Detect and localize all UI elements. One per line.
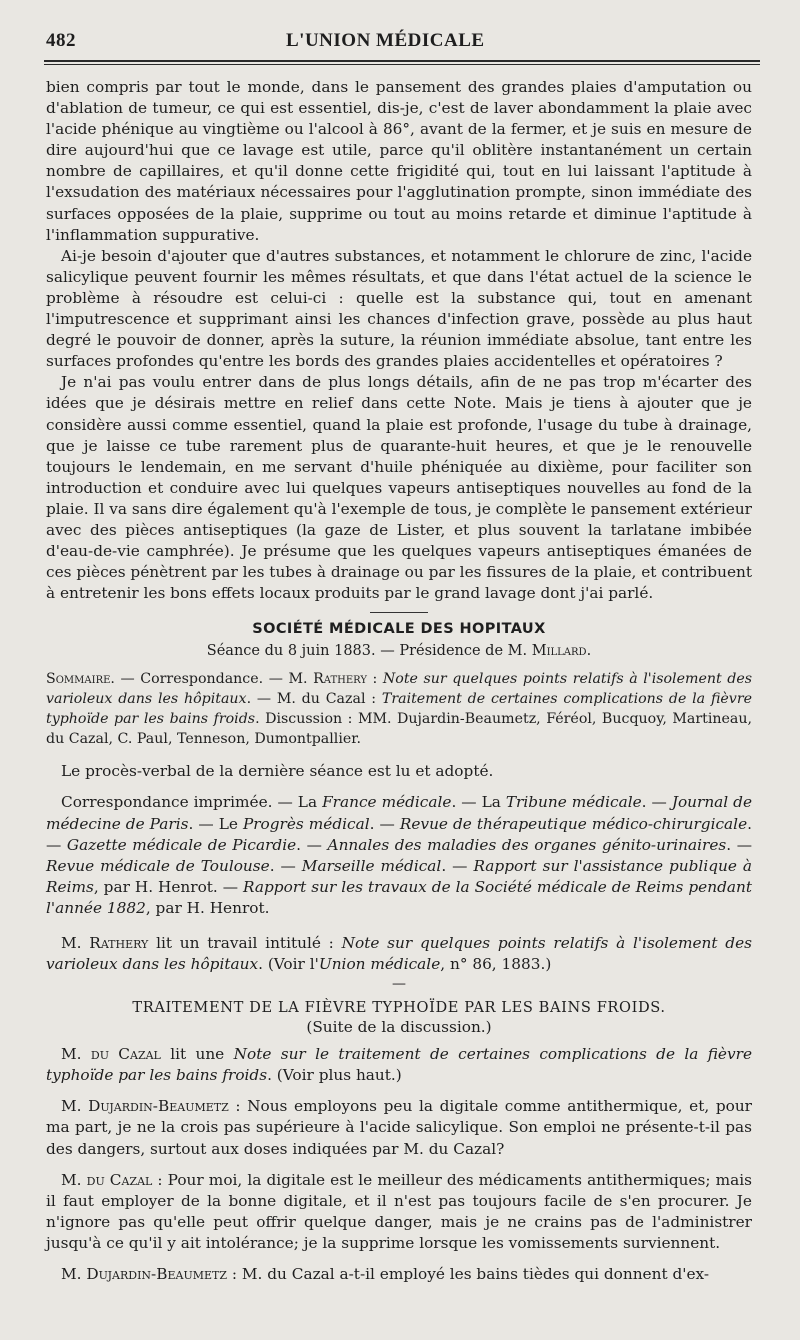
- session-line: [46, 643, 752, 659]
- corr-text: . —: [46, 814, 752, 854]
- corr-title: Tribune médicale: [505, 793, 642, 812]
- speaker-prefix: M.: [61, 934, 90, 952]
- speech-text: lit une: [160, 1045, 234, 1064]
- page-number: 482: [46, 30, 76, 51]
- subsection-title: TRAITEMENT DE LA FIÈVRE TYPHOÏDE PAR LES BAINS FROIDS.: [132, 999, 666, 1017]
- session-date: Séance du 8 juin 1883. — Présidence de M.: [206, 643, 532, 660]
- summary-text: . — Correspondance. — M.: [110, 671, 314, 688]
- cazal-paragraph-2: [46, 1170, 752, 1254]
- corr-title: Journal de médecine de Paris: [46, 793, 753, 833]
- speaker-name: du Cazal: [90, 1045, 161, 1064]
- work-title: Note sur le traitement de certaines complications de la fièvre typhoïde par les bains froids: [46, 1045, 752, 1085]
- running-header: [46, 30, 752, 52]
- paragraph-continued: bien compris par tout le monde, dans le pansement des grandes plaies d'amputation ou d'ablation de tumeur, ce qui est essentiel, dis-je, c'est de laver abondamment la plaie avec l'acide phénique au vingtième ou l'alcool à 86°, avant de la fermer, et je suis en mesure de dire aujourd'hui que ce lavage est utile, parce qu'il oblitère instantanément un certain nombre de capillaires, et qu'il donne cette frigidité qui, tout en lui laissant l'aptitude à l'exsudation des matériaux nécessaires pour l'agglutination prompte, sinon immédiate des surfaces opposées de la plaie, supprime ou tout au moins retarde et diminue l'aptitude à l'inflammation suppurative.: [46, 78, 752, 244]
- speech-text: . (Voir l': [258, 955, 319, 974]
- spacer: [46, 1254, 752, 1264]
- president-name: Millard: [531, 643, 587, 660]
- corr-title: Revue médicale de Toulouse: [46, 856, 270, 875]
- speaker-name: Dujardin-Beaumetz: [88, 1097, 229, 1116]
- spacer: [46, 1160, 752, 1170]
- subsection-dash: —: [392, 976, 406, 993]
- corr-text: . — Le: [188, 814, 243, 833]
- correspondence: [46, 792, 752, 919]
- corr-title: Gazette médicale de Picardie: [66, 835, 297, 854]
- speaker-name: Dujardin-Beaumetz: [86, 1265, 227, 1284]
- speaker-name: du Cazal: [86, 1170, 153, 1189]
- corr-title: Progrès médical: [242, 814, 370, 833]
- summary-title: Traitement de certaines complications de la fièvre typhoïde par les bains froids: [46, 691, 752, 728]
- dujardin-paragraph-2: [46, 1264, 752, 1285]
- summary-text: :: [366, 671, 383, 688]
- speech-text: : Nous employons peu la digitale comme antithermique, et, pour ma part, je ne la crois pas supérieure à l'acide salicylique. Son emploi ne présente-t-il pas des dangers, surtout aux doses indiquées par M. du Cazal?: [46, 1097, 752, 1158]
- speech-text: : M. du Cazal a-t-il employé les bains tièdes qui donnent d'ex-: [226, 1265, 710, 1284]
- speech-text: : Pour moi, la digitale est le meilleur des médicaments antithermiques; mais il faut employer de la bonne digitale, et il n'est pas toujours facile de s'en procurer. Je n'ignore pas qu'elle peut offrir quelque danger, mais je ne crains pas de l'administrer jusqu'à ce qu'il y ait intolérance; je la supprime lorsque les vomissements surviennent.: [46, 1170, 752, 1252]
- corr-text: Correspondance imprimée. — La: [61, 793, 323, 812]
- corr-title: France médicale: [322, 793, 452, 812]
- speaker-prefix: M.: [61, 1045, 91, 1064]
- corr-text: . —: [269, 856, 302, 875]
- rathery-paragraph: [46, 933, 752, 975]
- dujardin-paragraph-1: [46, 1096, 752, 1159]
- speech-text: lit un travail intitulé :: [148, 934, 342, 952]
- corr-text: . —: [369, 814, 400, 833]
- summary-text: . Discussion : MM. Dujardin-Beaumetz, Féréol, Bucquoy, Martineau, du Cazal, C. Paul, Tenneson, Dumontpallier.: [46, 711, 752, 748]
- corr-text: . — La: [451, 793, 506, 812]
- corr-title: Marseille médical: [301, 856, 442, 875]
- speech-text: , n° 86, 1883.): [440, 955, 552, 974]
- spacer: [46, 782, 752, 792]
- corr-title: Annales des maladies des organes génito-urinaires: [327, 835, 727, 854]
- minutes-line: Le procès-verbal de la dernière séance est lu et adopté.: [61, 762, 494, 781]
- summary-author: Rathery: [313, 671, 367, 688]
- speaker-prefix: M.: [61, 1170, 87, 1189]
- summary-label: Sommaire: [46, 671, 111, 688]
- corr-title: Rapport sur l'assistance publique à Reims: [46, 856, 753, 896]
- speaker-prefix: M.: [61, 1097, 89, 1116]
- work-title: Note sur quelques points relatifs à l'isolement des varioleux dans les hôpitaux: [46, 934, 752, 974]
- header-rule: [44, 60, 760, 65]
- journal-ref: Union médicale: [318, 955, 441, 974]
- journal-title: L'UNION MÉDICALE: [286, 30, 485, 51]
- spacer: [46, 1086, 752, 1096]
- corr-text: , par H. Henrot. —: [93, 877, 244, 896]
- speech-text: . (Voir plus haut.): [267, 1066, 402, 1085]
- speaker-name: Rathery: [89, 934, 149, 952]
- subsection-subtitle: (Suite de la discussion.): [306, 1018, 492, 1037]
- corr-text: , par H. Henrot.: [145, 898, 270, 917]
- summary: [46, 669, 752, 749]
- spacer: [46, 919, 752, 933]
- corr-text: . —: [441, 856, 474, 875]
- corr-text: . —: [726, 835, 752, 854]
- summary-title: Note sur quelques points relatifs à l'isolement des varioleux dans les hôpitaux: [46, 671, 753, 708]
- cazal-paragraph-1: [46, 1044, 752, 1086]
- session-end: .: [586, 643, 592, 660]
- corr-title: Revue de thérapeutique médico-chirurgicale: [399, 814, 748, 833]
- paragraph-drainage: Je n'ai pas voulu entrer dans de plus longs détails, afin de ne pas trop m'écarter des idées que je désirais mettre en relief dans cette Note. Mais je tiens à ajouter que je considère aussi comme essentiel, quand la plaie est profonde, l'usage du tube à drainage, que je laisse ce tube rarement plus de quarante-huit heures, et que je le renouvelle toujours le lendemain, en me servant d'huile phéniquée au dixième, pour faciliter son introduction et conduire avec lui quelques vapeurs antiseptiques nouvelles au fond de la plaie. Il va sans dire également qu'à l'exemple de tous, je complète le pansement extérieur avec des pièces antiseptiques (la gaze de Lister, et plus souvent la tarlatane imbibée d'eau-de-vie camphrée). Je présume que les quelques vapeurs antiseptiques émanées de ces pièces pénètrent par les tubes à drainage ou par les fissures de la plaie, et contribuent à entretenir les bons effets locaux produits par le grand lavage dont j'ai parlé.: [46, 373, 752, 603]
- speaker-prefix: M.: [61, 1265, 87, 1284]
- section-divider: [370, 612, 428, 613]
- corr-text: . —: [296, 835, 328, 854]
- summary-text: . — M. du Cazal :: [246, 691, 382, 708]
- corr-title: Rapport sur les travaux de la Société médicale de Reims pendant l'année 1882: [46, 877, 752, 917]
- paragraph-substances: Ai-je besoin d'ajouter que d'autres substances, et notamment le chlorure de zinc, l'acide salicylique peuvent fournir les mêmes résultats, et que dans l'état actuel de la science le problème à résoudre est celui-ci : quelle est la substance qui, tout en amenant l'imputrescence et supprimant ainsi les chances d'infection grave, possède au plus haut degré le pouvoir de donner, après la suture, la réunion immédiate absolue, tant entre les surfaces profondes qu'entre les bords des grandes plaies accidentelles et opératoires ?: [46, 246, 752, 371]
- section-title: SOCIÉTÉ MÉDICALE DES HOPITAUX: [252, 621, 546, 638]
- corr-text: . —: [641, 793, 672, 812]
